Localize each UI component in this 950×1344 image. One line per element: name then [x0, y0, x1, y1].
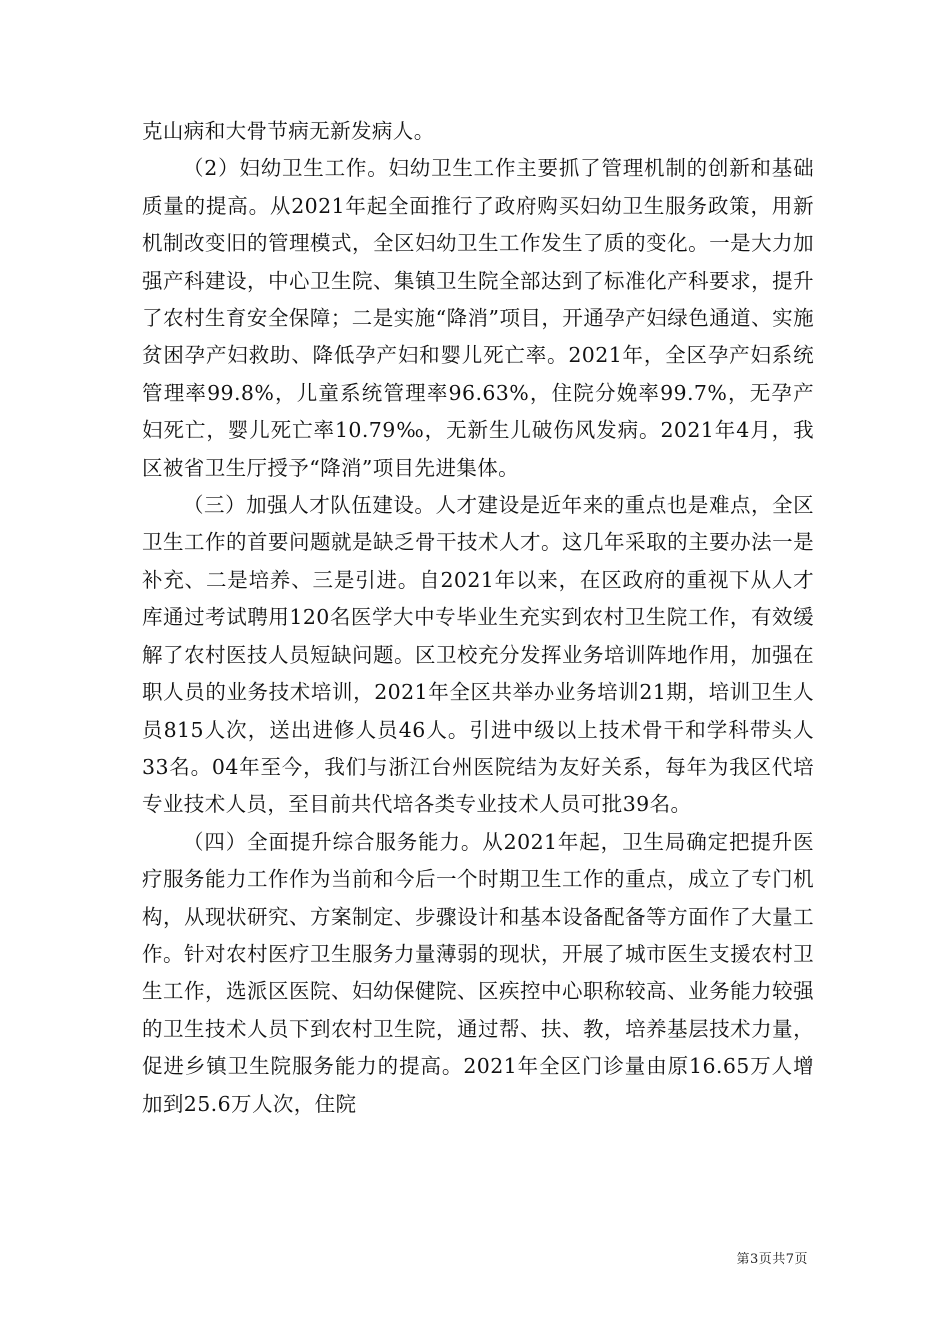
- paragraph-service-capacity: （四）全面提升综合服务能力。从2021年起，卫生局确定把提升医疗服务能力工作作为当前和今后一个时期卫生工作的重点，成立了专门机构，从现状研究、方案制定、步骤设计和基本设备配备等方面作了大量工作。针对农村医疗卫生服务力量薄弱的现状，开展了城市医生支援农村卫生工作，选派区医院、妇幼保健院、区疾控中心职称较高、业务能力较强的卫生技术人员下到农村卫生院，通过帮、扶、教，培养基层技术力量，促进乡镇卫生院服务能力的提高。2021年全区门诊量由原16.65万人增加到25.6万人次，住院: [142, 829, 814, 1116]
- body-text: [142, 113, 814, 1123]
- paragraph-continuation: 克山病和大骨节病无新发病人。: [142, 119, 435, 143]
- page-number-footer: 第3页共7页: [736, 1252, 808, 1267]
- paragraph-maternal-child-health: （2）妇幼卫生工作。妇幼卫生工作主要抓了管理机制的创新和基础质量的提高。从2021年起全面推行了政府购买妇幼卫生服务政策，用新机制改变旧的管理模式，全区妇幼卫生工作发生了质的变化。一是大力加强产科建设，中心卫生院、集镇卫生院全部达到了标准化产科要求，提升了农村生育安全保障；二是实施“降消”项目，开通孕产妇绿色通道、实施贫困孕产妇救助、降低孕产妇和婴儿死亡率。2021年，全区孕产妇系统管理率99.8%，儿童系统管理率96.63%，住院分娩率99.7%，无孕产妇死亡，婴儿死亡率10.79‰，无新生儿破伤风发病。2021年4月，我区被省卫生厅授予“降消”项目先进集体。: [142, 156, 814, 480]
- paragraph-talent-building: （三）加强人才队伍建设。人才建设是近年来的重点也是难点，全区卫生工作的首要问题就是缺乏骨干技术人才。这几年采取的主要办法一是补充、二是培养、三是引进。自2021年以来，在区政府的重视下从人才库通过考试聘用120名医学大中专毕业生充实到农村卫生院工作，有效缓解了农村医技人员短缺问题。区卫校充分发挥业务培训阵地作用，加强在职人员的业务技术培训，2021年全区共举办业务培训21期，培训卫生人员815人次，送出进修人员46人。引进中级以上技术骨干和学科带头人33名。04年至今，我们与浙江台州医院结为友好关系，每年为我区代培专业技术人员，至目前共代培各类专业技术人员可批39名。: [142, 493, 814, 817]
